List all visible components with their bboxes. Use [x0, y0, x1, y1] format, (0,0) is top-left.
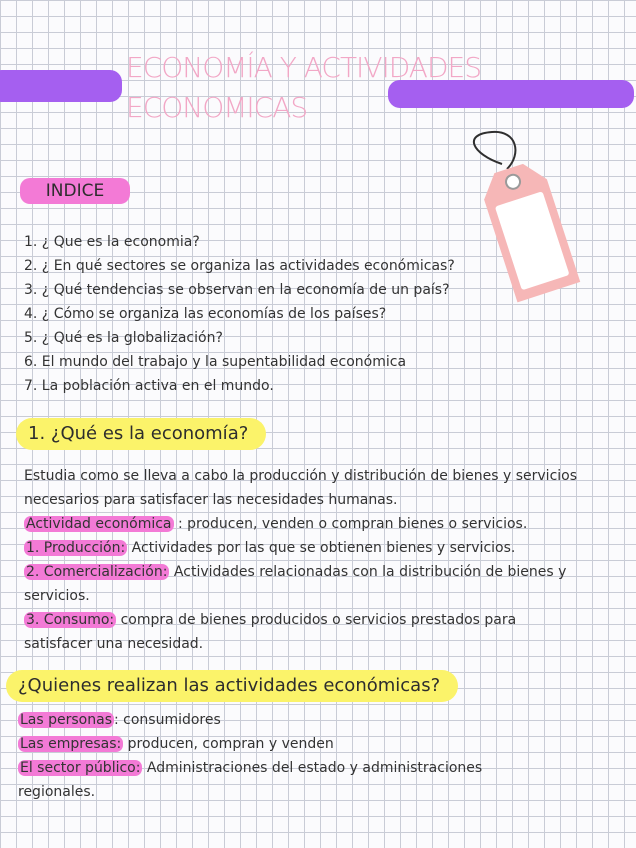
index-item-6: 6. El mundo del trabajo y la supentabilidad económica [24, 354, 407, 370]
personas-line [18, 708, 488, 732]
index-list [24, 230, 455, 398]
publico-line [18, 756, 488, 804]
produccion-term: 1. Producción: [26, 540, 126, 556]
empresas-desc: producen, compran y venden [127, 736, 334, 752]
title-line-2: ECONOMICAS [126, 91, 308, 124]
personas-term: Las personas [20, 712, 112, 728]
produccion-line [24, 536, 584, 560]
section2-heading: ¿Quienes realizan las actividades económicas? [18, 675, 441, 696]
page-title [126, 48, 526, 128]
publico-term: El sector público: [20, 760, 141, 776]
consumo-desc: compra de bienes producidos o servicios prestados para satisfacer una necesidad. [24, 612, 517, 652]
actividad-desc: : producen, venden o compran bienes o servicios. [177, 516, 528, 532]
section1-intro: Estudia como se lleva a cabo la producción y distribución de bienes y servicios necesarios para satisfacer las necesidades humanas. [24, 468, 578, 508]
tag-icon [462, 124, 602, 304]
empresas-term: Las empresas: [20, 736, 122, 752]
comercializacion-desc: Actividades relacionadas con la distribución de bienes y servicios. [24, 564, 567, 604]
section2-body [18, 708, 488, 804]
comercializacion-term: 2. Comercialización: [26, 564, 168, 580]
consumo-line [24, 608, 584, 656]
comercializacion-line [24, 560, 584, 608]
index-item-4: 4. ¿ Cómo se organiza las economías de los países? [24, 306, 387, 322]
index-item-3: 3. ¿ Qué tendencias se observan en la economía de un país? [24, 282, 450, 298]
section1-heading: 1. ¿Qué es la economía? [28, 423, 249, 444]
index-item-1: 1. ¿ Que es la economia? [24, 234, 200, 250]
actividad-term: Actividad económica [26, 516, 172, 532]
actividad-line [24, 512, 584, 536]
publico-desc: Administraciones del estado y administraciones regionales. [18, 760, 483, 800]
section1-body [24, 464, 584, 656]
title-line-1: ECONOMÍA Y ACTIVIDADES [126, 51, 481, 84]
empresas-line [18, 732, 488, 756]
index-item-5: 5. ¿ Qué es la globalización? [24, 330, 223, 346]
index-item-2: 2. ¿ En qué sectores se organiza las actividades económicas? [24, 258, 455, 274]
personas-desc: : consumidores [113, 712, 221, 728]
title-highlight-left [0, 70, 122, 102]
consumo-term: 3. Consumo: [26, 612, 115, 628]
produccion-desc: Actividades por las que se obtienen bienes y servicios. [131, 540, 516, 556]
index-heading: INDICE [45, 181, 105, 201]
index-item-7: 7. La población activa en el mundo. [24, 378, 274, 394]
